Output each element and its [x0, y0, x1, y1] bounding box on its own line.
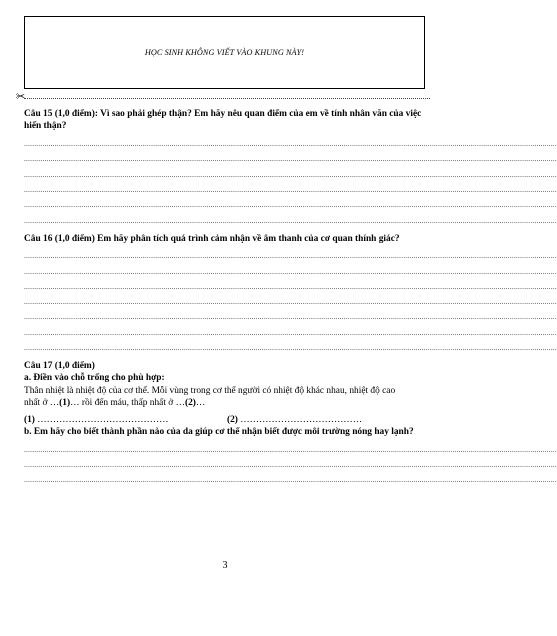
answer-line[interactable]: ....................................................................................................................................................................................................................................................................: [24, 140, 557, 149]
answer-line[interactable]: ....................................................................................................................................................................................................................................................................: [24, 344, 557, 353]
scissors-icon: ✂: [16, 90, 26, 103]
question-17b: b. Em hãy cho biết thành phần nào của da giúp cơ thể nhận biết được môi trường nóng hay lạnh?: [24, 427, 414, 438]
answer-area-17b[interactable]: [24, 439, 557, 485]
answer-line[interactable]: ....................................................................................................................................................................................................................................................................: [24, 170, 557, 179]
answer-line[interactable]: ....................................................................................................................................................................................................................................................................: [24, 252, 557, 261]
answer-line[interactable]: ....................................................................................................................................................................................................................................................................: [24, 313, 557, 322]
answer-area-16[interactable]: [24, 245, 557, 353]
question-17-title: Câu 17 (1,0 điểm): [24, 361, 95, 372]
fill-in-blanks: [24, 414, 430, 426]
cut-line: [24, 98, 430, 99]
fill-blank-1[interactable]: (1) ……………………………………: [24, 414, 169, 425]
answer-line[interactable]: ....................................................................................................................................................................................................................................................................: [24, 328, 557, 337]
question-15: Câu 15 (1,0 điểm): Vì sao phải ghép thận? Em hãy nêu quan điểm của em về tính nhân văn của việc hiến thận?: [24, 109, 422, 132]
question-16: Câu 16 (1,0 điểm) Em hãy phân tích quá trình cảm nhận về âm thanh của cơ quan thính giác?: [24, 233, 400, 244]
page-number: 3: [222, 560, 228, 571]
fill-blank-2[interactable]: (2) …………………………………: [227, 414, 363, 425]
answer-line[interactable]: ....................................................................................................................................................................................................................................................................: [24, 282, 557, 291]
answer-line[interactable]: ....................................................................................................................................................................................................................................................................: [24, 201, 557, 210]
answer-line[interactable]: ....................................................................................................................................................................................................................................................................: [24, 298, 557, 307]
question-17a: a. Điền vào chỗ trống cho phù hợp:: [24, 373, 165, 384]
no-write-notice: HỌC SINH KHÔNG VIẾT VÀO KHUNG NÀY!: [144, 48, 305, 57]
answer-line[interactable]: ....................................................................................................................................................................................................................................................................: [24, 155, 557, 164]
answer-area-15[interactable]: [24, 133, 557, 225]
no-write-box: [24, 16, 425, 89]
answer-line[interactable]: ....................................................................................................................................................................................................................................................................: [24, 216, 557, 225]
questions: [24, 108, 557, 485]
answer-line[interactable]: ....................................................................................................................................................................................................................................................................: [24, 476, 557, 485]
question-17a-text-line1: Thân nhiệt là nhiệt độ của cơ thể. Mỗi vùng trong cơ thể người có nhiệt độ khác nhau, nhiệt độ cao: [24, 385, 396, 396]
question-17a-text-line2: nhất ở …(1)… rồi đến máu, thấp nhất ở …(2)…: [24, 398, 206, 409]
answer-line[interactable]: ....................................................................................................................................................................................................................................................................: [24, 186, 557, 194]
answer-line[interactable]: ....................................................................................................................................................................................................................................................................: [24, 461, 557, 470]
answer-line[interactable]: ....................................................................................................................................................................................................................................................................: [24, 445, 557, 454]
answer-line[interactable]: ....................................................................................................................................................................................................................................................................: [24, 267, 557, 276]
